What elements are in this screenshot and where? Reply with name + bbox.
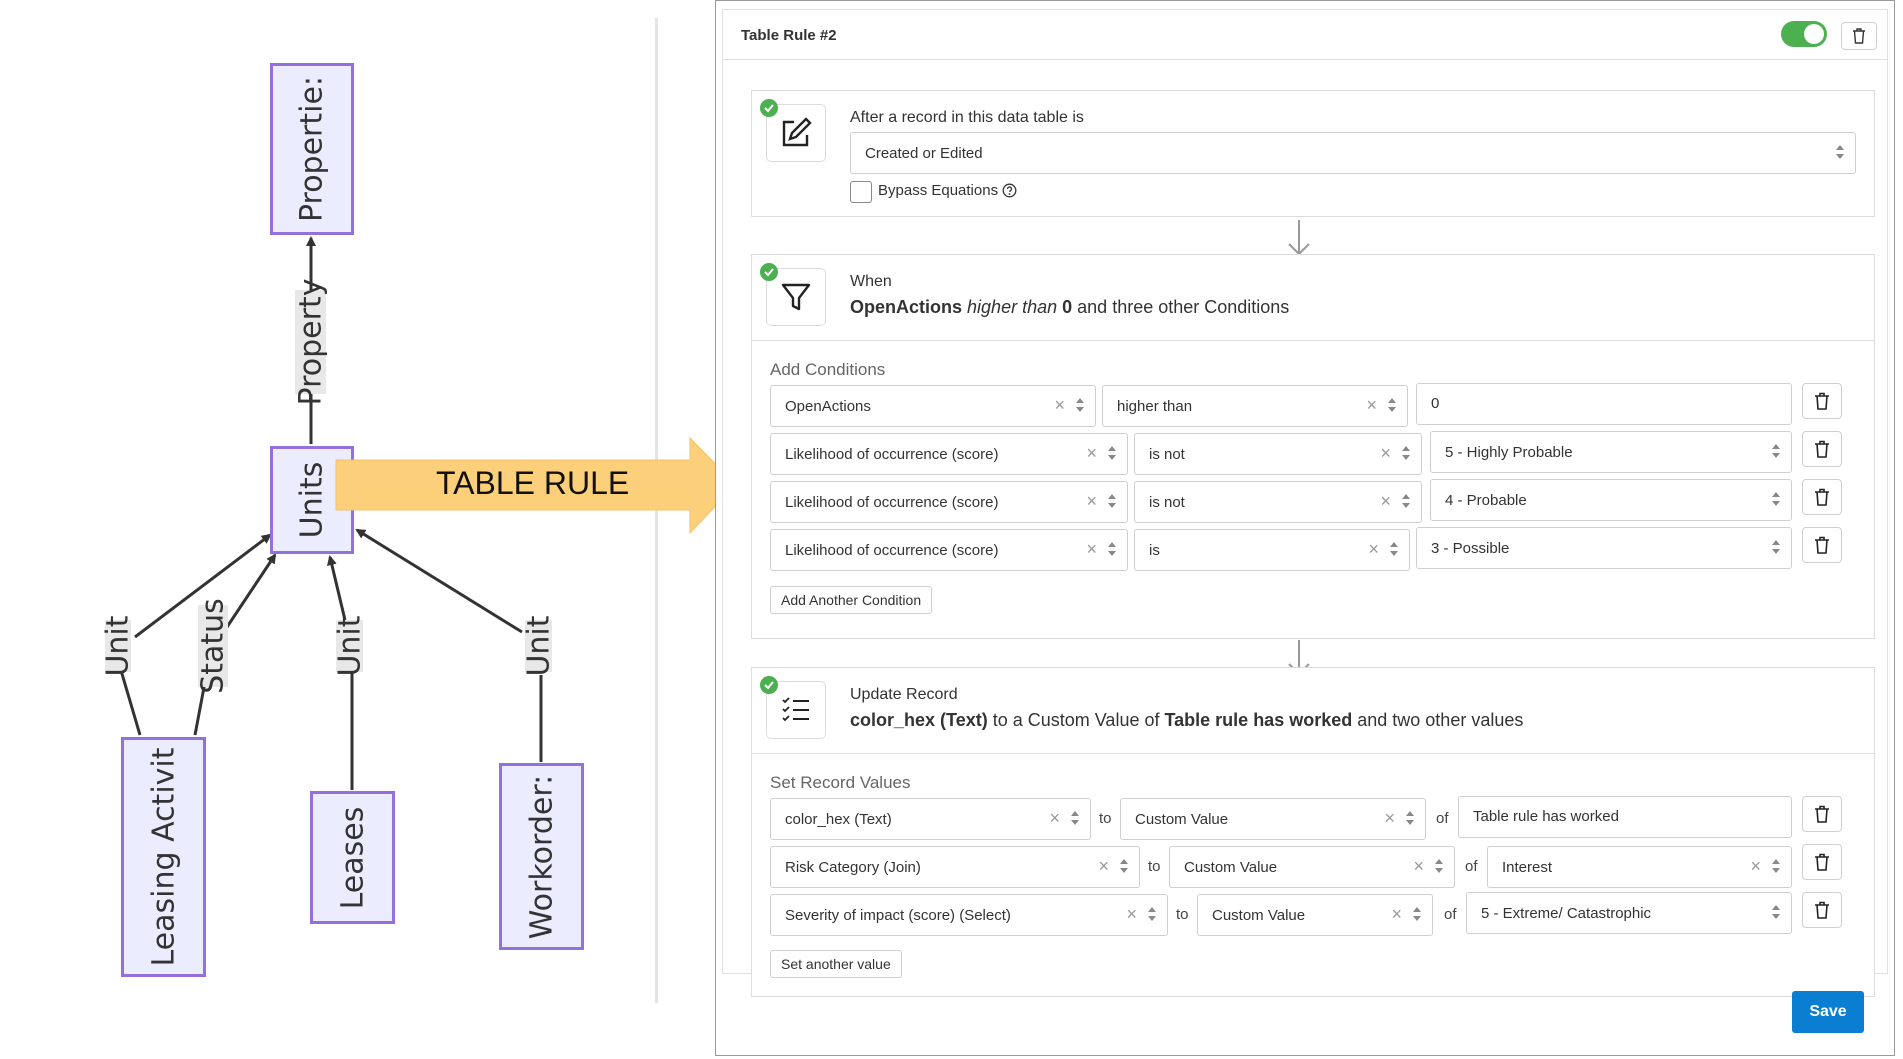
value-text: 5 - Extreme/ Catastrophic (1481, 905, 1652, 922)
condition-value: 0 (1431, 395, 1440, 412)
delete-condition-button[interactable] (1802, 431, 1842, 467)
condition-operator-select[interactable] (1134, 529, 1410, 571)
trash-icon (1814, 853, 1830, 871)
update-summary-field: color_hex (Text) (850, 710, 988, 730)
edge-label-property (293, 278, 328, 406)
edge-label-unit-workorders (521, 615, 556, 677)
node-workorders-label: Workorder: (524, 774, 559, 939)
delete-condition-button[interactable] (1802, 527, 1842, 563)
delete-value-button[interactable] (1802, 796, 1842, 832)
edge-label-status-text: Status (195, 598, 231, 694)
clear-icon[interactable]: × (1368, 539, 1379, 559)
sort-arrows-icon (1387, 395, 1397, 415)
checklist-icon (780, 694, 812, 726)
value-field-select[interactable] (770, 798, 1091, 840)
delete-rule-button[interactable] (1841, 22, 1877, 50)
value-field-select[interactable] (770, 894, 1168, 936)
filter-icon (780, 281, 812, 313)
update-divider (752, 753, 1874, 754)
clear-icon[interactable]: × (1086, 443, 1097, 463)
edit-icon (779, 116, 813, 150)
update-label: Update Record (850, 686, 958, 703)
delete-value-button[interactable] (1802, 844, 1842, 880)
sort-arrows-icon (1771, 489, 1781, 509)
edge-leases-units-b (330, 557, 345, 620)
trigger-select[interactable] (850, 132, 1856, 174)
trigger-card (751, 90, 1875, 217)
sort-arrows-icon (1434, 856, 1444, 876)
help-icon[interactable] (1002, 183, 1017, 198)
sort-arrows-icon (1107, 491, 1117, 511)
trigger-select-value: Created or Edited (865, 145, 983, 162)
trash-icon (1814, 536, 1830, 554)
clear-icon[interactable]: × (1750, 856, 1761, 876)
to-word: to (1176, 906, 1189, 923)
callout-label: TABLE RULE (436, 465, 630, 501)
value-type-select[interactable] (1120, 798, 1426, 840)
when-divider (752, 340, 1874, 341)
clear-icon[interactable]: × (1054, 395, 1065, 415)
update-summary-val: Table rule has worked (1164, 710, 1353, 730)
node-properties-label: Propertie: (294, 75, 330, 223)
when-summary (850, 297, 1289, 318)
condition-value-select[interactable] (1416, 527, 1792, 569)
value-field: Risk Category (Join) (785, 859, 921, 876)
clear-icon[interactable]: × (1098, 856, 1109, 876)
update-summary (850, 710, 1523, 731)
of-word: of (1465, 858, 1478, 875)
node-properties (270, 63, 354, 235)
set-record-values-title: Set Record Values (770, 773, 911, 792)
clear-icon[interactable]: × (1126, 904, 1137, 924)
condition-operator-value: is not (1149, 446, 1185, 463)
sort-arrows-icon (1771, 441, 1781, 461)
condition-value: 3 - Possible (1431, 540, 1510, 557)
when-summary-field: OpenActions (850, 297, 963, 317)
edge-leasing-units-2b (225, 555, 275, 630)
clear-icon[interactable]: × (1384, 808, 1395, 828)
rule-title: Table Rule #2 (741, 27, 837, 44)
delete-condition-button[interactable] (1802, 479, 1842, 515)
update-summary-mid: to a Custom Value of (992, 710, 1160, 730)
condition-value-select[interactable] (1430, 431, 1792, 473)
bypass-equations-label (878, 182, 1017, 199)
value-input[interactable] (1458, 796, 1792, 838)
trigger-label: After a record in this data table is (850, 109, 1084, 126)
add-condition-button[interactable]: Add Another Condition (770, 586, 932, 614)
edge-workorders-units-b (357, 530, 522, 632)
edge-label-status (195, 598, 231, 694)
trash-icon (1814, 440, 1830, 458)
trash-icon (1852, 28, 1866, 44)
check-icon (760, 676, 778, 694)
clear-icon[interactable]: × (1391, 904, 1402, 924)
delete-value-button[interactable] (1802, 892, 1842, 928)
condition-operator-select[interactable] (1134, 481, 1422, 523)
when-summary-op: higher than (967, 297, 1058, 317)
when-summary-rest: and three other Conditions (1077, 297, 1290, 317)
rule-enabled-toggle[interactable] (1781, 21, 1827, 47)
sort-arrows-icon (1107, 539, 1117, 559)
bypass-equations-checkbox[interactable] (850, 181, 872, 203)
value-type-select[interactable] (1169, 846, 1455, 888)
to-word: to (1099, 810, 1112, 827)
bypass-equations-text: Bypass Equations (878, 182, 999, 199)
edge-label-unit-leases-text: Unit (332, 615, 367, 677)
condition-value: 4 - Probable (1445, 492, 1527, 509)
sort-arrows-icon (1405, 808, 1415, 828)
delete-condition-button[interactable] (1802, 383, 1842, 419)
value-select[interactable] (1487, 846, 1792, 888)
condition-operator-select[interactable] (1134, 433, 1422, 475)
condition-field-value: Likelihood of occurrence (score) (785, 494, 999, 511)
condition-field-select[interactable] (770, 529, 1128, 571)
node-leasing-activity-label: Leasing Activit (146, 747, 181, 967)
node-workorders (499, 763, 584, 950)
sort-arrows-icon (1401, 491, 1411, 511)
value-field: Severity of impact (score) (Select) (785, 907, 1011, 924)
trash-icon (1814, 392, 1830, 410)
rule-header (723, 10, 1887, 60)
sort-arrows-icon (1771, 856, 1781, 876)
node-leases (310, 791, 395, 924)
table-rule-panel (715, 0, 1895, 1056)
sort-arrows-icon (1771, 537, 1781, 557)
update-summary-rest: and two other values (1357, 710, 1524, 730)
trash-icon (1814, 805, 1830, 823)
clear-icon[interactable]: × (1086, 491, 1097, 511)
condition-field-value: Likelihood of occurrence (score) (785, 542, 999, 559)
clear-icon[interactable]: × (1366, 395, 1377, 415)
condition-operator-select[interactable] (1102, 385, 1408, 427)
clear-icon[interactable]: × (1380, 443, 1391, 463)
condition-field-select[interactable] (770, 385, 1096, 427)
edge-label-unit-leasing (100, 615, 136, 677)
flow-connector-1 (1284, 218, 1314, 258)
sort-arrows-icon (1107, 443, 1117, 463)
condition-operator-value: is (1149, 542, 1160, 559)
sort-arrows-icon (1835, 142, 1845, 162)
sort-arrows-icon (1412, 904, 1422, 924)
condition-field-select[interactable] (770, 481, 1128, 523)
trash-icon (1814, 901, 1830, 919)
node-leasing-activity (121, 737, 206, 977)
check-icon (760, 263, 778, 281)
when-card (751, 254, 1875, 639)
sort-arrows-icon (1401, 443, 1411, 463)
clear-icon[interactable]: × (1413, 856, 1424, 876)
condition-value-select[interactable] (1430, 479, 1792, 521)
clear-icon[interactable]: × (1049, 808, 1060, 828)
edge-label-unit-leasing-text: Unit (100, 615, 136, 677)
clear-icon[interactable]: × (1380, 491, 1391, 511)
edge-label-unit-leases (332, 615, 367, 677)
sort-arrows-icon (1147, 904, 1157, 924)
to-word: to (1148, 858, 1161, 875)
set-another-value-button[interactable]: Set another value (770, 950, 902, 978)
value-text: Interest (1502, 859, 1553, 876)
sort-arrows-icon (1119, 856, 1129, 876)
value-select[interactable] (1466, 892, 1792, 934)
node-leases-label: Leases (335, 806, 370, 909)
edge-label-property-text: Property (293, 278, 328, 406)
node-units-label: Units (294, 461, 330, 539)
trash-icon (1814, 488, 1830, 506)
condition-operator-value: higher than (1117, 398, 1193, 415)
check-icon (760, 99, 778, 117)
when-label: When (850, 273, 892, 290)
of-word: of (1444, 906, 1457, 923)
value-type: Custom Value (1184, 859, 1278, 876)
condition-operator-value: is not (1149, 494, 1185, 511)
when-summary-val: 0 (1062, 297, 1073, 317)
value-field-select[interactable] (770, 846, 1140, 888)
sort-arrows-icon (1771, 902, 1781, 922)
table-rule-card (722, 9, 1888, 974)
value-type: Custom Value (1135, 811, 1229, 828)
add-conditions-title: Add Conditions (770, 360, 886, 379)
sort-arrows-icon (1389, 539, 1399, 559)
update-card (751, 667, 1875, 997)
condition-value: 5 - Highly Probable (1445, 444, 1573, 461)
condition-field-value: Likelihood of occurrence (score) (785, 446, 999, 463)
edge-label-unit-workorders-text: Unit (521, 615, 556, 677)
save-button[interactable]: Save (1792, 991, 1864, 1033)
value-field: color_hex (Text) (785, 811, 892, 828)
condition-field-value: OpenActions (785, 398, 871, 415)
sort-arrows-icon (1070, 808, 1080, 828)
clear-icon[interactable]: × (1086, 539, 1097, 559)
sort-arrows-icon (1075, 395, 1085, 415)
value-type-select[interactable] (1197, 894, 1433, 936)
condition-field-select[interactable] (770, 433, 1128, 475)
of-word: of (1436, 810, 1449, 827)
condition-value-input[interactable] (1416, 383, 1792, 425)
value-text: Table rule has worked (1473, 808, 1619, 825)
value-type: Custom Value (1212, 907, 1306, 924)
